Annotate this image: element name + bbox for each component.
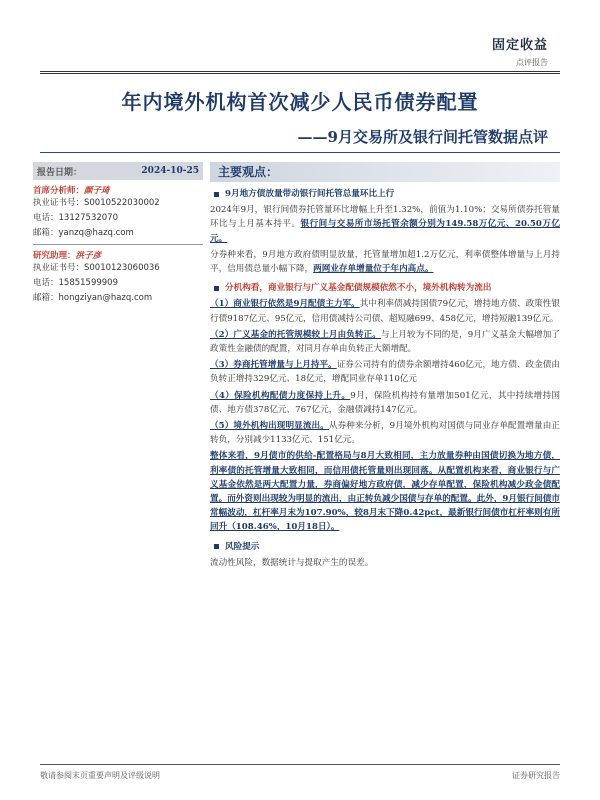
main-points-heading: 主要观点：	[210, 162, 560, 182]
institution-item-1-body: 其中利率债减持国债79亿元，增持地方债、政策性银行债9187亿元、95亿元，信用债减持公司债、超短融699、458亿元，增持短融139亿元。	[210, 299, 560, 324]
risk-paragraph: 流动性风险，数据统计与提取产生的误差。	[210, 557, 374, 568]
chief-analyst-heading	[33, 184, 203, 196]
assistant-cert: 执业证书号：S0010123060036	[33, 263, 160, 273]
assistant-phone: 电话：15851599909	[33, 278, 118, 288]
paragraph-1-text: 2024年9月，银行间债券托管量环比增幅上升至1.32%，前值为1.10%；交易所债券托管量环比与上月基本持平。	[210, 205, 560, 230]
institution-item-3	[210, 358, 560, 386]
paragraph-1-highlight: 银行间与交易所市场托管余额分别为149.58万亿元、20.50万亿元。	[210, 219, 560, 244]
institution-item-3-head: （3）券商托管增量与上月持平。	[210, 360, 337, 371]
assistant-heading	[33, 249, 203, 261]
bullet-heading-2-text: 分机构看，商业银行与广义基金配债规模依然不小，境外机构转为流出	[225, 283, 492, 294]
chief-analyst-phone: 电话：13127532070	[33, 213, 118, 223]
footer-disclaimer: 敬请参阅末页重要声明及评级说明	[40, 771, 160, 780]
report-title: 年内境外机构首次减少人民币债券配置	[121, 90, 479, 114]
risk-heading	[210, 540, 560, 554]
report-category: 固定收益	[491, 38, 548, 53]
paragraph-2-text: 分券种来看，9月地方政府债明显放量，托管量增加超1.2万亿元，利率债整体增量与上月持平，信用债总量小幅下降，	[210, 249, 560, 275]
report-date-bar	[33, 162, 203, 180]
report-subcategory: 点评报告	[516, 58, 548, 67]
institution-item-5-head: （5）境外机构出现明显流出。	[210, 421, 329, 432]
footer-divider	[40, 764, 560, 765]
title-divider	[40, 152, 560, 153]
footer-report-type: 证券研究报告	[512, 771, 560, 780]
assistant-role: 研究助理：	[33, 251, 76, 261]
risk-heading-text: 风险提示	[225, 541, 260, 552]
report-date-label: 报告日期：	[37, 167, 83, 178]
square-bullet-icon	[214, 286, 219, 291]
institution-item-3-body: 证券公司持有的债券余额增持460亿元，地方债、政金债由负转正增持329亿元、18亿元，增配同业存单110亿元	[210, 360, 561, 385]
bullet-heading-2	[210, 281, 560, 295]
square-bullet-icon	[214, 544, 219, 549]
paragraph-1	[210, 203, 560, 246]
paragraph-2	[210, 248, 560, 276]
square-bullet-icon	[214, 192, 219, 197]
header-divider-secondary	[40, 73, 560, 74]
author-sidebar	[33, 162, 203, 306]
institution-item-4-body: 9月，保险机构持有量增加501亿元，其中持续增持国债、地方债378亿元、767亿元，金融债减持147亿元。	[210, 390, 560, 415]
paragraph-2-highlight: 两网业存单增量位于年内高点。	[313, 264, 434, 275]
institution-item-5	[210, 419, 560, 447]
bullet-heading-1-text: 9月地方债放量带动银行间托管总量环比上行	[225, 189, 395, 199]
header-divider	[40, 71, 560, 72]
institution-item-2	[210, 328, 560, 356]
institution-item-4-head: （4）保险机构配债力度保持上升。	[210, 390, 351, 401]
institution-item-1-head: （1）商业银行依然是9月配债主力军。	[210, 299, 360, 310]
author-separator	[33, 244, 203, 245]
chief-analyst-cert: 执业证书号：S0010522030002	[33, 198, 160, 208]
institution-item-5-body: 从券种来分析，9月境外机构对国债与同业存单配置增量由正转负，分别减少1133亿元、151亿元。	[210, 421, 560, 446]
institution-item-4	[210, 389, 560, 417]
report-subtitle: ——9月交易所及银行间托管数据点评	[297, 128, 548, 146]
report-date-value: 2024-10-25	[141, 166, 199, 176]
chief-analyst-role: 首席分析师：	[33, 186, 85, 196]
bullet-heading-1	[210, 187, 560, 201]
institution-item-1	[210, 297, 560, 325]
main-content	[210, 162, 560, 570]
assistant-email: 邮箱：hongziyan@hazq.com	[33, 293, 153, 303]
assistant-name: 洪子彦	[75, 251, 102, 261]
chief-analyst-email: 邮箱：yanzq@hazq.com	[33, 228, 134, 238]
institution-item-2-head: （2）广义基金的托管规模较上月由负转正。	[210, 329, 381, 340]
institution-item-2-body: 与上月较为不同的是，9月广义基金大幅增加了政策性金融债的配置，对同月存单由负转正大额增配。	[210, 329, 561, 355]
summary-paragraph: 整体来看，9月债市的供给-配置格局与8月大致相同，主力放量券种由国债切换为地方债，利率债的托管增量大致相同，而信用债托管量则出现回落。从配置机构来看，商业银行与广义基金依然是两大配置力量，券商偏好地方政府债，减少存单配置，保险机构减少政金债配置。而外资则出现较为明显的流出，由正转负减少国债与存单的配置。此外，9月银行间债市常幅波动，杠杆率月末为107.90%，较8月末下降0.42pct，最新银行间债市杠杆率则有所回升（108.46%，10月18日）。	[210, 451, 560, 533]
chief-analyst-name: 颜子琦	[84, 186, 110, 196]
